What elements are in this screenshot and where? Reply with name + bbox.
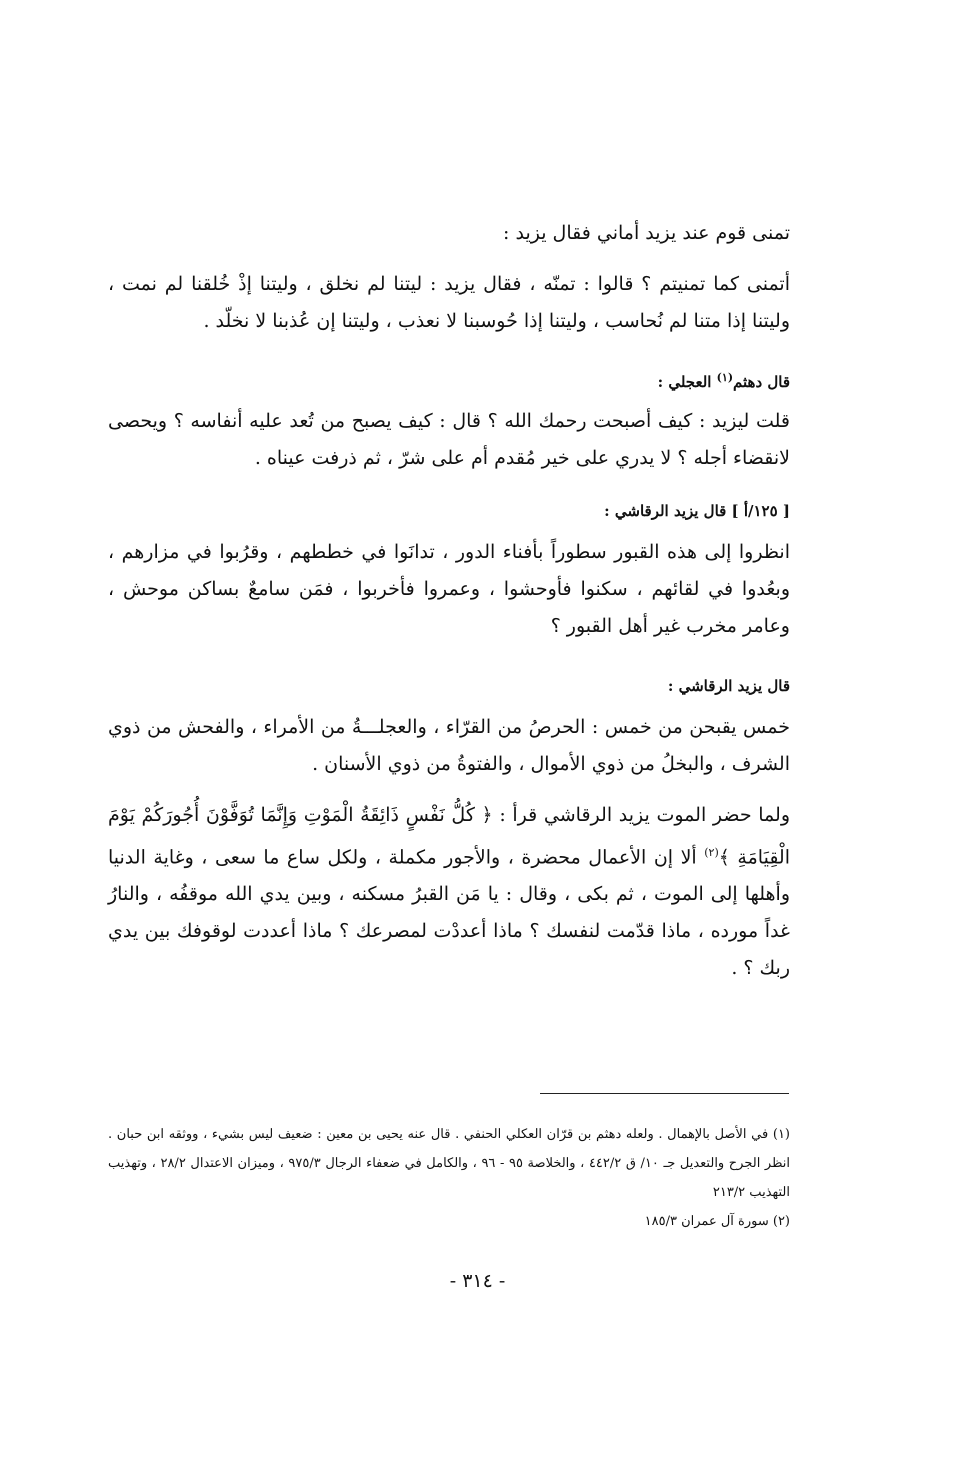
paragraph-wishes: أتمنى كما تمنيتم ؟ قالوا : تمنّه ، فقال يزيد : ليتنا لم نخلق ، وليتنا إذْ خُلقنا لم نمت ، وليتنا إذا متنا لم نُحاسب ، وليتنا إذا حُوسبنا لا نعذب ، وليتنا إن عُذبنا لا نخلّد . [108, 273, 790, 332]
footnote-2: (٢) سورة آل عمران ١٨٥/٣ [644, 1214, 790, 1229]
heading-graves: [ ١٢٥/أ ] قال يزيد الرقاشي : [604, 502, 790, 520]
paragraph-dahtham: قلت ليزيد : كيف أصبحت رحمك الله ؟ قال : كيف يصبح من تُعد عليه أنفاسه ؟ ويحصى لانقضاء أجله ؟ لا يدري على خير مُقدم أم على شرّ ، ثم ذرفت عيناه . [108, 410, 790, 469]
footnote-ref-2: (٢) [704, 846, 719, 859]
section-five [108, 673, 790, 783]
section-wishes [108, 215, 790, 340]
footnote-1: (١) في الأصل بالإهمال . ولعله دهثم بن قرّان العكلي الحنفي . قال عنه يحيى بن معين : ضعيف ليس بشيء ، ووثقه ابن حبان . انظر الجرح والتعديل جـ ١٠/ ق ٤٤٢/٢ ، والخلاصة ٩٥ - ٩٦ ، والكامل في ضعفاء الرجال ٩٧٥/٣ ، وميزان الاعتدال ٢٨/٢ ، وتهذيب التهذيب ٢١٣/٢ [108, 1127, 790, 1200]
heading-dahtham [108, 365, 790, 395]
heading-dahtham-suffix: العجلي : [657, 373, 717, 391]
section-death [108, 797, 790, 987]
footnote-ref-1: (١) [716, 371, 734, 384]
section-graves [108, 498, 790, 645]
heading-five: قال يزيد الرقاشي : [667, 677, 790, 695]
paragraph-graves: انظروا إلى هذه القبور سطوراً بأفناء الدور ، تدانَوا في خططهم ، وقرُبوا في مزارهم ، وبعُدوا في لقائهم ، سكنوا فأوحشوا ، وعمروا فأخربوا ، فمَن سامعٌ بساكن موحش ، وعامر مخرب غير أهل القبور ؟ [108, 541, 790, 637]
paragraph-five: خمس يقبحن من خمس : الحرصُ من القرّاء ، والعجلـــةُ من الأمراء ، والفحش من ذوي الشرف ، والبخلُ من ذوي الأموال ، والفتوةُ من ذوي الأسنان . [108, 716, 790, 775]
intro-line: تمنى قوم عند يزيد أماني فقال يزيد : [503, 222, 790, 244]
page-number: - ٣١٤ - [449, 1270, 506, 1292]
paragraph-death [108, 797, 790, 987]
paragraph-death-verse: ولما حضر الموت يزيد الرقاشي قرأ : ﴿ كُلُّ نَفْسٍ ذَائِقَةُ الْمَوْتِ وَإِنَّمَا تُوَفَّوْنَ أُجُورَكُمْ يَوْمَ الْقِيَامَةِ ﴾ [108, 804, 790, 869]
footnotes [108, 1120, 790, 1236]
section-dahtham [108, 365, 790, 477]
footnote-separator [540, 1093, 789, 1094]
heading-dahtham-text: قال دهثم [733, 373, 790, 391]
paragraph-death-rest: ألا إن الأعمال محضرة ، والأجور مكملة ، ولكل ساع ما سعى ، وغاية الدنيا وأهلها إلى الموت ، ثم بكى ، وقال : يا مَن القبرُ مسكنه ، وبين يدي الله موقفُه ، والنارُ غداً مورده ، ماذا قدّمت لنفسك ؟ ماذا أعددْت لمصرعك ؟ ماذا أعددت لوقوفك بين يدي ربك ؟ . [108, 846, 790, 980]
